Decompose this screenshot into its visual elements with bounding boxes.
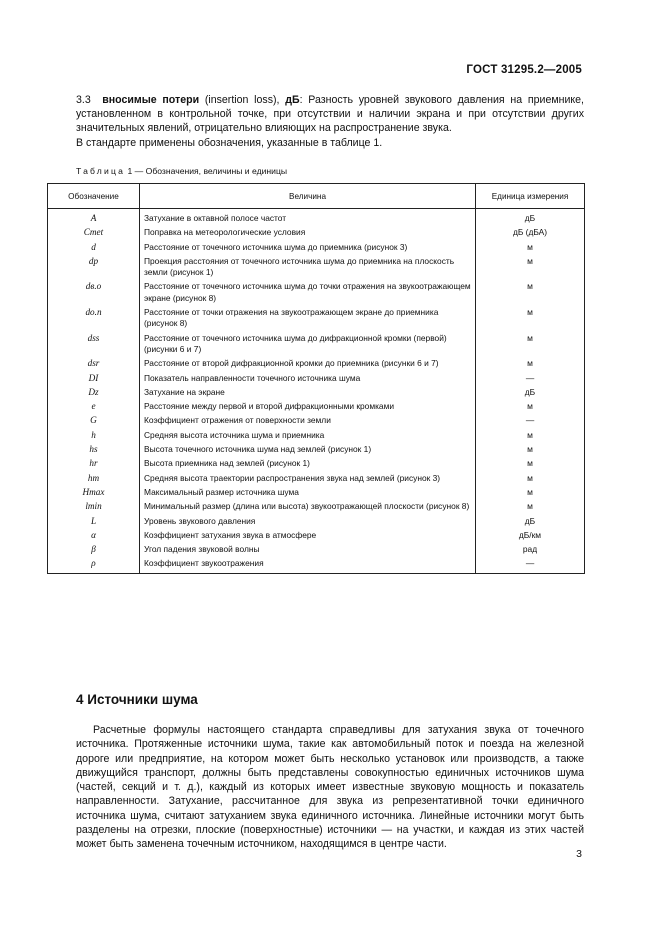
unit-cell: м (476, 239, 585, 253)
unit-cell: м (476, 355, 585, 369)
unit-cell: м (476, 253, 585, 279)
notation-paragraph: В стандарте применены обозначения, указанные в таблице 1. (76, 137, 383, 149)
symbol-cell: L (48, 513, 140, 527)
unit-cell: дБ (дБА) (476, 224, 585, 238)
quantity-cell: Коэффициент звукоотражения (140, 555, 476, 573)
quantity-cell: Расстояние от точки отражения на звукоотражающем экране до приемника (рисунок 8) (140, 304, 476, 330)
section-paragraph: Расчетные формулы настоящего стандарта справедливы для затухания звука от точечного источника. Протяженные источники шума, такие как автомобильный поток и поезда на железной дороге или предприятие, на котором может быть несколько установок или производств, а также движущийся транспорт, должны быть представлены совокупностью единичных источников шума (частей, секций и т. д.), каждый из которых имеет известные звуковую мощность и показатель направленности. Затухание, рассчитанное для звука из репрезентативной точки единичного источника шума, считают затуханием звука единичного источника. Линейные источники могут быть разделены на отрезки, плоские (поверхностные) источники — на участки, и каждая из этих частей может быть заменена точечным источником, находящимся в центре части. (76, 724, 584, 851)
table-row (48, 224, 585, 238)
table-caption-word: Таблица (76, 166, 126, 176)
quantity-cell: Расстояние от точечного источника шума до точки отражения на звукоотражающем экране (рисунок 8) (140, 278, 476, 304)
document-header: ГОСТ 31295.2—2005 (466, 64, 582, 76)
table-row (48, 513, 585, 527)
table-caption (76, 166, 287, 176)
unit-cell: м (476, 484, 585, 498)
quantity-cell: Затухание на экране (140, 384, 476, 398)
symbol-cell: hm (48, 470, 140, 484)
table-row (48, 527, 585, 541)
quantity-cell: Коэффициент затухания звука в атмосфере (140, 527, 476, 541)
symbols-table (47, 183, 585, 574)
unit-cell: м (476, 455, 585, 469)
table-row (48, 412, 585, 426)
quantity-cell: Показатель направленности точечного источника шума (140, 370, 476, 384)
page-number: 3 (576, 848, 582, 860)
symbol-cell: hr (48, 455, 140, 469)
section-title: 4 Источники шума (76, 692, 198, 707)
unit-cell: м (476, 470, 585, 484)
quantity-cell: Средняя высота источника шума и приемника (140, 427, 476, 441)
unit-cell: дБ (476, 513, 585, 527)
table-row (48, 398, 585, 412)
term-english: (insertion loss), (199, 94, 286, 106)
quantity-cell: Коэффициент отражения от поверхности земли (140, 412, 476, 426)
symbol-cell: A (48, 209, 140, 225)
unit-cell: м (476, 498, 585, 512)
symbol-cell: Hmax (48, 484, 140, 498)
quantity-cell: Проекция расстояния от точечного источника шума до приемника на плоскость земли (рисунок 1) (140, 253, 476, 279)
symbol-cell: dо.п (48, 304, 140, 330)
unit-cell: дБ (476, 384, 585, 398)
quantity-cell: Средняя высота траектории распространения звука над землей (рисунок 3) (140, 470, 476, 484)
table-row (48, 498, 585, 512)
unit-cell: м (476, 427, 585, 441)
table-row (48, 278, 585, 304)
table-row (48, 355, 585, 369)
symbol-cell: dp (48, 253, 140, 279)
symbol-cell: G (48, 412, 140, 426)
unit-cell: м (476, 441, 585, 455)
term: вносимые потери (102, 94, 200, 106)
definition-text: : Разность уровней звукового давления на приемнике, установленном в контрольной точке, при отсутствии и наличии экрана и при отсутствии других значительных явлений, отрицательно влияющих на распространение звука. (76, 94, 584, 135)
symbol-cell: e (48, 398, 140, 412)
table-header-row (48, 184, 585, 209)
symbol-cell: Dz (48, 384, 140, 398)
header-unit: Единица измерения (476, 184, 585, 209)
unit-cell: м (476, 330, 585, 356)
unit-cell: — (476, 370, 585, 384)
table-row (48, 239, 585, 253)
quantity-cell: Высота точечного источника шума над землей (рисунок 1) (140, 441, 476, 455)
quantity-cell: Расстояние от точечного источника шума до дифракционной кромки (первой) (рисунки 6 и 7) (140, 330, 476, 356)
symbol-cell: hs (48, 441, 140, 455)
table-row (48, 455, 585, 469)
quantity-cell: Расстояние от точечного источника шума до приемника (рисунок 3) (140, 239, 476, 253)
symbol-cell: dв.о (48, 278, 140, 304)
unit-cell: м (476, 278, 585, 304)
table-row (48, 384, 585, 398)
unit-cell: м (476, 304, 585, 330)
unit-cell: — (476, 555, 585, 573)
quantity-cell: Угол падения звуковой волны (140, 541, 476, 555)
table-row (48, 441, 585, 455)
quantity-cell: Расстояние между первой и второй дифракционными кромками (140, 398, 476, 412)
definition-paragraph (76, 93, 584, 136)
unit-cell: рад (476, 541, 585, 555)
quantity-cell: Высота приемника над землей (рисунок 1) (140, 455, 476, 469)
symbol-cell: α (48, 527, 140, 541)
unit-cell: дБ/км (476, 527, 585, 541)
table-row (48, 541, 585, 555)
quantity-cell: Минимальный размер (длина или высота) звукоотражающей плоскости (рисунок 8) (140, 498, 476, 512)
quantity-cell: Уровень звукового давления (140, 513, 476, 527)
table-row (48, 470, 585, 484)
unit-cell: дБ (476, 209, 585, 225)
unit-cell: — (476, 412, 585, 426)
symbol-cell: DI (48, 370, 140, 384)
quantity-cell: Максимальный размер источника шума (140, 484, 476, 498)
symbol-cell: h (48, 427, 140, 441)
clause-number: 3.3 (76, 94, 91, 106)
table-caption-text: 1 — Обозначения, величины и единицы (125, 166, 288, 176)
table-row (48, 484, 585, 498)
quantity-cell: Расстояние от второй дифракционной кромки до приемника (рисунки 6 и 7) (140, 355, 476, 369)
symbol-cell: β (48, 541, 140, 555)
symbol-cell: lmin (48, 498, 140, 512)
table-row (48, 304, 585, 330)
table-row (48, 427, 585, 441)
symbol-cell: dss (48, 330, 140, 356)
symbol-cell: Cmet (48, 224, 140, 238)
header-symbol: Обозначение (48, 184, 140, 209)
table-row (48, 253, 585, 279)
symbol-cell: ρ (48, 555, 140, 573)
symbol-cell: d (48, 239, 140, 253)
unit-cell: м (476, 398, 585, 412)
symbol-cell: dsr (48, 355, 140, 369)
term-unit: дБ (285, 94, 300, 106)
quantity-cell: Поправка на метеорологические условия (140, 224, 476, 238)
table-row (48, 209, 585, 225)
table-row (48, 330, 585, 356)
header-quantity: Величина (140, 184, 476, 209)
quantity-cell: Затухание в октавной полосе частот (140, 209, 476, 225)
table-row (48, 370, 585, 384)
table-row (48, 555, 585, 573)
